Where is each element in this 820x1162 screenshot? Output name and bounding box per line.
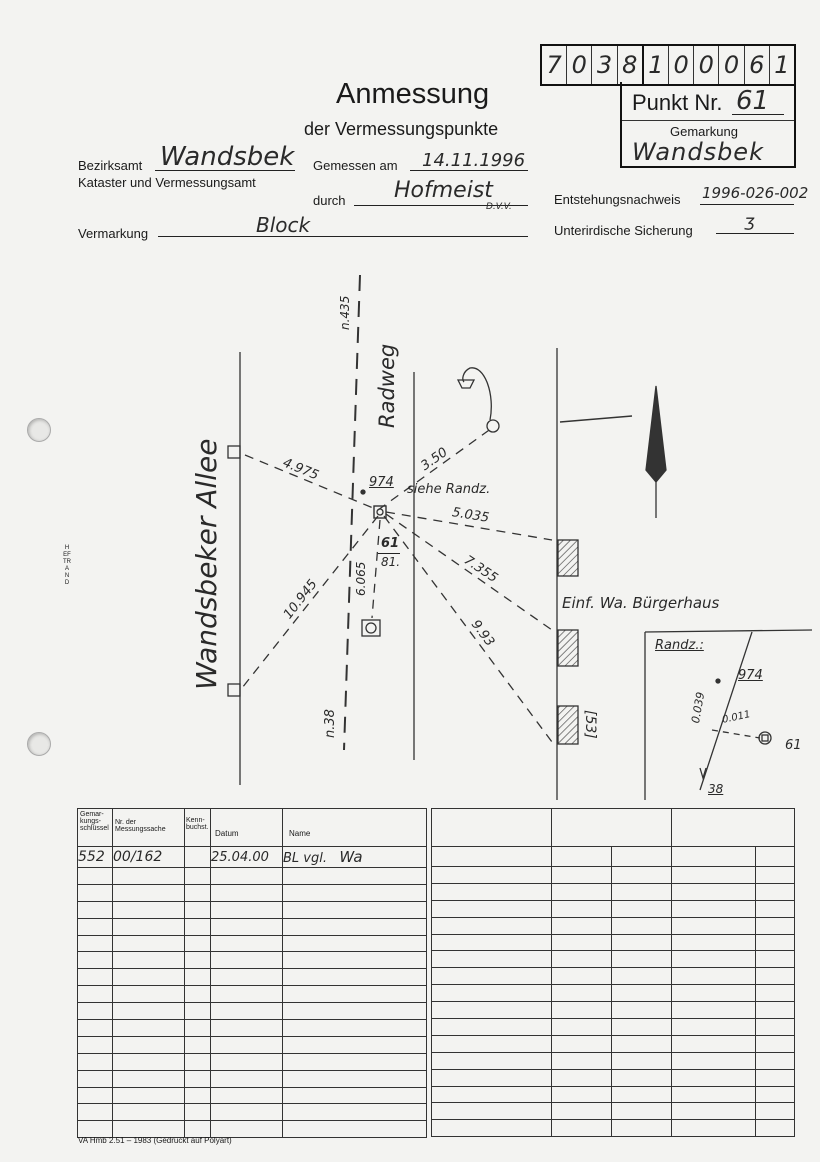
header-messung: Nr. der Messungssache — [113, 809, 185, 847]
inset-61-label: 61 — [785, 738, 802, 753]
dist-6065: 6.065 — [354, 561, 368, 596]
header-gemarkung: Gemar-kungs-schlüssel — [78, 809, 113, 847]
table-row — [78, 847, 427, 868]
point-61-center — [377, 509, 383, 515]
radweg-label: Radweg — [375, 343, 399, 428]
number-digit: 3 — [592, 46, 617, 84]
cell-datum: 25.04.00 — [211, 847, 283, 868]
number-digit: 7 — [542, 46, 567, 84]
header-kenn: Kenn-buchst. — [185, 809, 211, 847]
heftrand-label: HEFTRAND — [63, 545, 71, 586]
footer-note: VA Hmb 2.51 – 1983 (Gedruckt auf Polyart) — [78, 1136, 232, 1145]
dist-4975: 4.975 — [280, 455, 321, 484]
siehe-label: siehe Randz. — [407, 482, 491, 497]
house-block — [558, 630, 578, 666]
hydrant-circle — [366, 623, 376, 633]
dist-350: 3.50 — [418, 445, 451, 474]
inset-0039-label: 0.039 — [689, 690, 708, 725]
cell-name — [283, 847, 427, 868]
durch-label: durch — [313, 193, 346, 208]
kataster-label: Kataster und Vermessungsamt — [78, 175, 256, 190]
dist-5035: 5.035 — [451, 505, 491, 526]
number-digit: 0 — [719, 46, 744, 84]
measure-line — [378, 428, 492, 510]
vermarkung-label: Vermarkung — [78, 226, 149, 241]
unterirdisch-label: Unterirdische Sicherung — [554, 223, 693, 238]
lamp-arm — [463, 368, 491, 420]
inset-top — [645, 630, 812, 632]
inset-0011-label: 0.011 — [721, 709, 752, 726]
number-digit: 1 — [644, 46, 669, 84]
page-title: Anmessung — [336, 78, 490, 110]
record-table-left — [77, 808, 427, 1138]
measure-line — [245, 455, 378, 510]
record-table-right — [431, 808, 795, 1137]
header-name: Name — [283, 809, 427, 847]
house-label: Einf. Wa. Bürgerhaus — [562, 594, 720, 612]
street-label: Wandsbeker Allee — [190, 438, 223, 690]
bezirksamt-label: Bezirksamt — [78, 158, 143, 173]
entstehung-value: 1996-026-002 — [702, 184, 809, 202]
lamp-post — [487, 420, 499, 432]
cell-messung: 00/162 — [113, 847, 185, 868]
wall-marker-bottom — [228, 684, 240, 696]
dist-10945: 10.945 — [280, 576, 321, 623]
pt61-fraction-line — [378, 553, 400, 554]
pt-n38-label: n.38 — [323, 709, 338, 738]
durch-value: Hofmeist — [394, 178, 493, 203]
gemarkung-label: Gemarkung — [670, 124, 738, 139]
measure-line — [242, 516, 378, 688]
pt-n435-label: n.435 — [338, 295, 352, 330]
page-subtitle: der Vermessungspunkte — [304, 119, 499, 139]
punkt-value: 61 — [736, 86, 770, 116]
gemessen-value: 14.11.1996 — [422, 150, 526, 171]
header-datum: Datum — [211, 809, 283, 847]
entstehung-label: Entstehungsnachweis — [554, 192, 681, 207]
number-digit: 8 — [618, 46, 644, 84]
cell-kenn — [185, 847, 211, 868]
cell-gemarkung: 552 — [78, 847, 113, 868]
dist-7355: 7.355 — [460, 552, 501, 587]
inset-61-marker — [759, 732, 771, 744]
punkt-label: Punkt Nr. — [632, 90, 723, 115]
curb-dashed — [344, 275, 360, 750]
number-digit: 0 — [694, 46, 719, 84]
pt61-top-label: 61 — [381, 536, 400, 551]
randz-label: Randz.: — [655, 638, 704, 653]
lamp-head — [458, 380, 474, 388]
gemessen-label: Gemessen am — [313, 158, 398, 173]
cell-name-signature: Wa — [339, 848, 363, 866]
bracket-label: [53] — [582, 710, 598, 739]
number-digit: 1 — [774, 51, 790, 79]
pt-974-label: 974 — [369, 475, 394, 490]
inset-38-label: 38 — [708, 782, 724, 796]
measure-line — [372, 520, 380, 618]
vermarkung-value: Block — [256, 213, 311, 237]
inset-974-dot — [716, 679, 720, 683]
measure-line — [386, 514, 552, 630]
cell-name-text: BL vgl. — [283, 851, 327, 866]
number-digit: 0 — [567, 46, 592, 84]
point-974-dot — [361, 490, 365, 494]
house-block — [558, 706, 578, 744]
unterirdisch-value: Ʒ — [744, 214, 755, 233]
gemarkung-value: Wandsbek — [632, 138, 764, 166]
dist-993: 9.93 — [467, 617, 498, 650]
inset-974-label: 974 — [738, 668, 763, 683]
durch-suffix: D.V.V. — [486, 202, 512, 212]
number-digit: 6 — [745, 46, 770, 84]
house-block — [558, 540, 578, 576]
north-arrow — [646, 386, 666, 482]
wall-marker-top — [228, 446, 240, 458]
number-digit: 0 — [669, 46, 694, 84]
measure-line — [384, 516, 552, 742]
table-header-row — [78, 809, 427, 847]
bezirksamt-value: Wandsbek — [160, 142, 295, 172]
pt61-bottom-label: 81. — [381, 555, 401, 569]
